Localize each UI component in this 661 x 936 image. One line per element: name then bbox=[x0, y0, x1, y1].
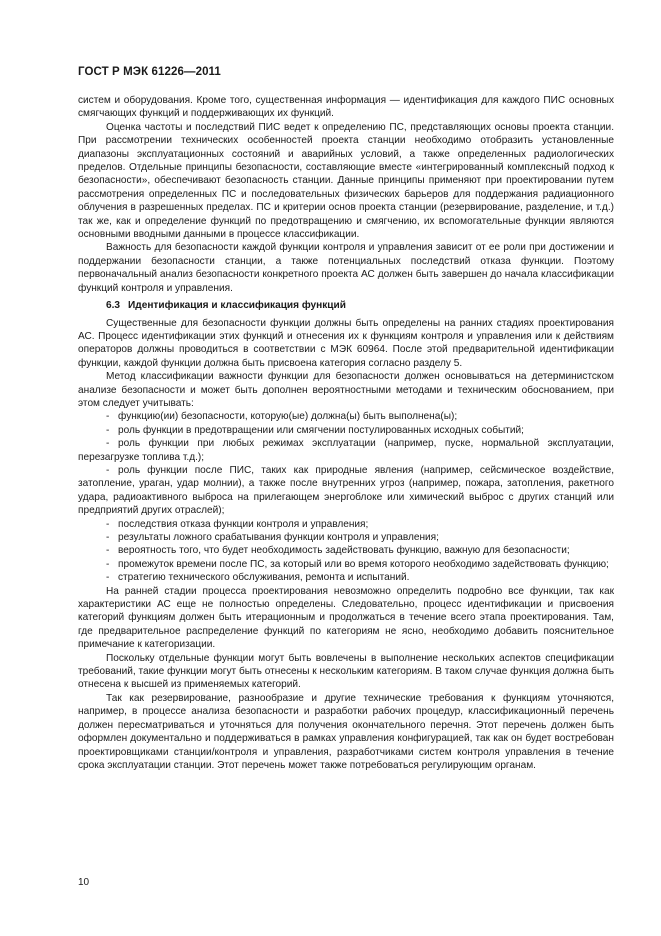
list-dash: - bbox=[106, 518, 110, 530]
document-header: ГОСТ Р МЭК 61226—2011 bbox=[78, 66, 221, 78]
list-item bbox=[78, 518, 614, 531]
list-item-text: стратегию технического обслуживания, ремонта и испытаний. bbox=[118, 572, 410, 584]
document-body bbox=[78, 94, 614, 772]
list-item bbox=[78, 437, 614, 464]
list-dash: - bbox=[106, 532, 110, 543]
paragraph: Важность для безопасности каждой функции контроля и управления зависит от ее роли при достижении и поддержании безопасности станции, а также потенциальных последствий отказа функции. Поэтому первоначальный анализ безопасности конкретного проекта АС должен быть завершен до начала классификации функций контроля и управления. bbox=[78, 242, 614, 294]
section-heading bbox=[78, 299, 614, 312]
section-number: 6.3 bbox=[106, 300, 121, 312]
section-title: Идентификация и классификация функций bbox=[128, 300, 346, 312]
paragraph: Метод классификации важности функции для безопасности должен основываться на детерминистском анализе безопасности и может быть дополнен вероятностными методами и техническим обоснованием, при этом следует учитывать: bbox=[78, 371, 614, 409]
paragraph: Так как резервирование, разнообразие и другие технические требования к функциям уточняются, например, в процессе анализа безопасности и разработки рабочих процедур, классификационный перечень должен пересматриваться и уточняться для получения окончательного перечня. Этот перечень должен быть оформлен документально и поддерживаться в рамках управления конфигурацией, так как он будет востребован проектировщиками станции/контроля и управления, разработчиками систем контроля управления в течение срока эксплуатации станции. Этот перечень может также потребоваться регулирующим органам. bbox=[78, 692, 614, 771]
paragraph: Поскольку отдельные функции могут быть вовлечены в выполнение нескольких аспектов спецификации требований, такие функции могут быть отнесены к нескольким категориям. В таком случае функция должна быть отнесена к высшей из применяемых категорий. bbox=[78, 652, 614, 691]
list-dash: - bbox=[106, 438, 110, 450]
paragraph: Оценка частоты и последствий ПИС ведет к определению ПС, представляющих основы проекта станции. При рассмотрении технических особенностей проекта станции необходимо отобразить установленные диапазоны эксплуатационных состояний и аварийных условий, а также определенных радиологических пределов. Отдельные принципы безопасности, составляющие вместе «интегрированный комплексный подход к безопасности», обеспечивают безопасность станции. Данные принципы применяют при проектировании путем рассмотрения определенных ПС и последовательных физических барьеров для поддержания радиационного облучения в разрешенных пределах. ПС и критерии основ проекта станции (резервирование, разделение, и т.д.) так же, как и определение функций по предотвращению и смягчению, их вспомогательные функции являются основными вводными данными в процессе классификации. bbox=[78, 121, 614, 241]
list-item bbox=[78, 424, 614, 437]
list-item bbox=[78, 571, 614, 584]
list-item bbox=[78, 544, 614, 557]
list-item-text: роль функции в предотвращении или смягчении постулированных исходных событий; bbox=[118, 424, 524, 436]
list-item bbox=[78, 464, 614, 518]
list-item bbox=[78, 558, 614, 571]
list-item-text: функцию(ии) безопасности, которую(ые) должна(ы) быть выполнена(ы); bbox=[118, 411, 458, 423]
list-item bbox=[78, 410, 614, 423]
list-dash: - bbox=[106, 545, 110, 557]
list-dash: - bbox=[106, 411, 110, 423]
list-dash: - bbox=[106, 572, 110, 584]
list-item-text: вероятность того, что будет необходимость задействовать функцию, важную для безопасности; bbox=[118, 545, 570, 557]
list-item-text: результаты ложного срабатывания функции контроля и управления; bbox=[118, 532, 439, 543]
list-item bbox=[78, 531, 614, 544]
list-item-text: последствия отказа функции контроля и управления; bbox=[118, 518, 369, 530]
page-number: 10 bbox=[78, 877, 90, 888]
list-dash: - bbox=[106, 558, 110, 570]
list-item-text: роль функции при любых режимах эксплуатации (например, пуске, нормальной эксплуатации, перезагрузке топлива т.д.); bbox=[78, 438, 614, 463]
list-item-text: промежуток времени после ПС, за который или во время которого необходимо задействовать функцию; bbox=[118, 558, 609, 570]
paragraph: Существенные для безопасности функции должны быть определены на ранних стадиях проектирования АС. Процесс идентификации этих функций и отнесения их к функциям контроля и управления или к действиям операторов должны проводиться в соответствии с МЭК 60964. После этой предварительной идентификации функции, каждой функции должна быть присвоена категория согласно разделу 5. bbox=[78, 317, 614, 369]
paragraph: систем и оборудования. Кроме того, существенная информация — идентификация для каждого ПИС основных смягчающих функций и поддерживающих их функций. bbox=[78, 95, 614, 120]
list-dash: - bbox=[106, 464, 110, 476]
list-dash: - bbox=[106, 424, 110, 436]
list-item-text: роль функции после ПИС, таких как природные явления (например, сейсмическое воздействие, затопление, ураган, удар молнии), а также после внутренних угроз (например, пожара, затопления, ракетного удара, радиоактивного выброса на прилегающем энергоблоке или химический выброс с других станций или предприятий других отраслей); bbox=[78, 464, 614, 517]
paragraph: На ранней стадии процесса проектирования невозможно определить подробно все функции, так как характеристики АС еще не полностью определены. Следовательно, процесс идентификации и присвоения категорий функциям должен быть итерационным и продолжаться в течение всего этапа проектирования. Там, где предварительное распределение функций по категориям не ясно, необходимо добавить пояснительное примечание к категоризации. bbox=[78, 585, 614, 651]
